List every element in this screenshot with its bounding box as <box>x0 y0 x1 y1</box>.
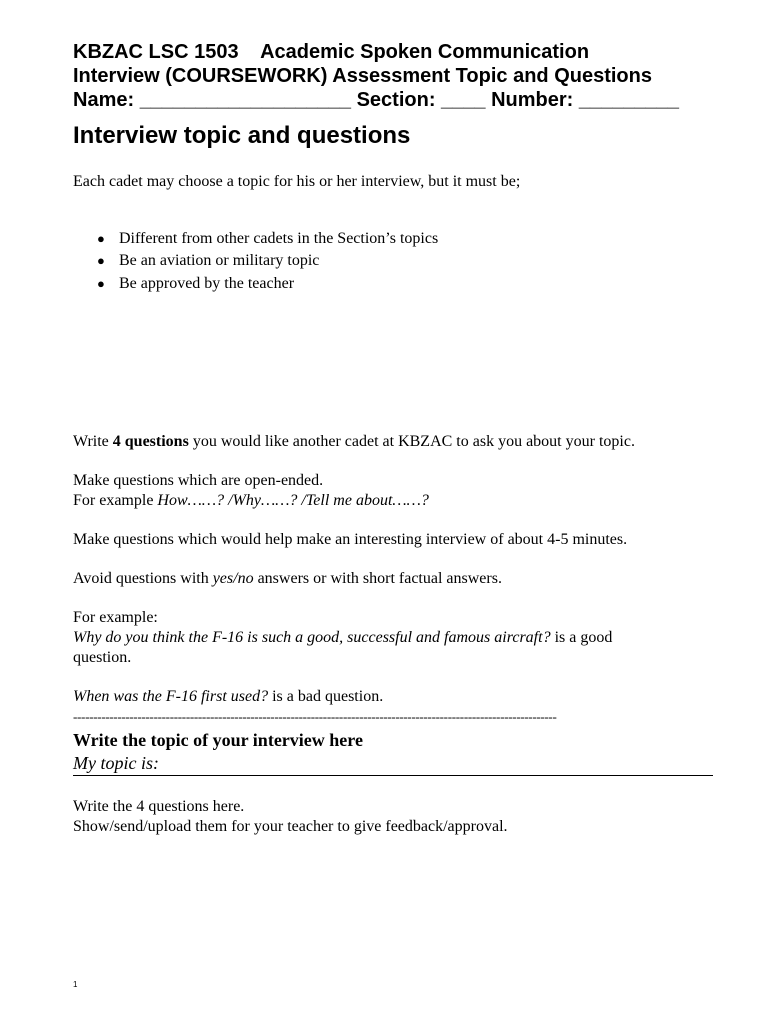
bullet-icon: ● <box>97 231 105 246</box>
topic-field-label: My topic is: <box>73 753 159 773</box>
page-number: 1 <box>73 980 78 989</box>
bad-question-example: When was the F-16 first used? is a bad question. <box>73 688 384 705</box>
submission-instruction: Show/send/upload them for your teacher to give feedback/approval. <box>73 818 508 835</box>
bullet-icon: ● <box>97 276 105 291</box>
for-example-label: For example: <box>73 609 158 626</box>
course-title: KBZAC LSC 1503 Academic Spoken Communication <box>73 41 590 63</box>
avoid-instruction: Avoid questions with yes/no answers or with short factual answers. <box>73 570 502 587</box>
topic-field[interactable] <box>73 753 713 776</box>
requirement-item: ● Be approved by the teacher <box>97 275 295 292</box>
requirement-item: ● Different from other cadets in the Section’s topics <box>97 230 439 247</box>
write-questions-instruction: Write 4 questions you would like another cadet at KBZAC to ask you about your topic. <box>73 433 635 450</box>
good-question-example: Why do you think the F-16 is such a good, successful and famous aircraft? is a good <box>73 629 613 646</box>
open-ended-example: For example How……? /Why……? /Tell me about……? <box>73 492 429 509</box>
requirement-item: ● Be an aviation or military topic <box>97 252 320 269</box>
open-ended-instruction: Make questions which are open-ended. <box>73 472 324 489</box>
interesting-instruction: Make questions which would help make an interesting interview of about 4-5 minutes. <box>73 531 628 548</box>
intro-text: Each cadet may choose a topic for his or her interview, but it must be; <box>73 173 521 190</box>
topic-heading: Write the topic of your interview here <box>73 730 363 750</box>
assessment-title: Interview (COURSEWORK) Assessment Topic and Questions <box>73 65 652 87</box>
questions-instruction: Write the 4 questions here. <box>73 798 245 815</box>
bullet-icon: ● <box>97 253 105 268</box>
page-title: Interview topic and questions <box>73 122 411 149</box>
good-question-continuation: question. <box>73 649 132 666</box>
student-info-line: Name: ___________________ Section: ____ Number: _________ <box>73 89 679 111</box>
section-divider: ------------------------------------------------------------------------------------------------------------------------ <box>73 709 557 724</box>
